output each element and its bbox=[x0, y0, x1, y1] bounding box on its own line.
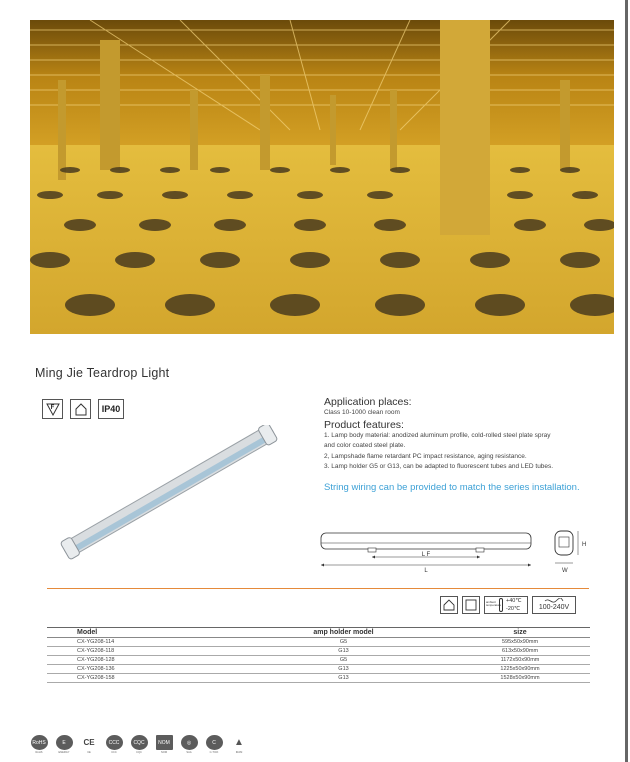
cell-holder: G13 bbox=[237, 647, 450, 656]
class-ii-icon bbox=[462, 596, 480, 614]
cell-size: 1225x50x90mm bbox=[450, 665, 590, 674]
lamp-product-image bbox=[55, 425, 285, 565]
energy-icon bbox=[53, 735, 75, 754]
globe-icon bbox=[178, 735, 200, 754]
cell-model: CX-YG208-128 bbox=[47, 656, 237, 665]
cell-size: 595x50x90mm bbox=[450, 638, 590, 647]
cert-mark: RoHS bbox=[31, 735, 48, 750]
cert-caption: ENERGY bbox=[58, 751, 70, 754]
temp-max: +40℃ bbox=[506, 598, 522, 604]
cert-mark: NOM bbox=[156, 735, 173, 750]
certification-marks bbox=[28, 735, 250, 754]
thermometer-icon bbox=[499, 598, 503, 612]
table-row bbox=[47, 638, 590, 647]
cqc-icon bbox=[128, 735, 150, 754]
flame-f-icon bbox=[42, 399, 63, 419]
cert-caption: CCC bbox=[111, 751, 117, 754]
table-header-row bbox=[47, 628, 590, 638]
cell-model: CX-YG208-158 bbox=[47, 674, 237, 683]
cert-caption: C-TICK bbox=[209, 751, 219, 754]
page-edge-rule bbox=[625, 0, 628, 762]
voltage-label: 100-240V bbox=[538, 604, 570, 611]
cell-size: 1172x50x90mm bbox=[450, 656, 590, 665]
product-title: Ming Jie Teardrop Light bbox=[35, 366, 170, 380]
feature-line: 1. Lamp body material: anodized aluminum profile, cold-rolled steel plate spray bbox=[324, 431, 551, 439]
table-row bbox=[47, 647, 590, 656]
wiring-note: String wiring can be provided to match the series installation. bbox=[324, 481, 580, 493]
cleanroom-illustration bbox=[30, 20, 614, 334]
cell-holder: G5 bbox=[237, 656, 450, 665]
temp-label: ambient temperature bbox=[486, 600, 502, 607]
col-holder: amp holder model bbox=[237, 628, 450, 638]
application-text: Class 10-1000 clean room bbox=[324, 409, 400, 416]
cell-holder: G13 bbox=[237, 665, 450, 674]
house-icon bbox=[440, 596, 458, 614]
cert-caption: NOM bbox=[160, 751, 168, 754]
temp-min: -20℃ bbox=[506, 606, 521, 612]
cell-size: 613x50x90mm bbox=[450, 647, 590, 656]
section-divider bbox=[47, 588, 589, 589]
cert-mark: CCC bbox=[106, 735, 123, 750]
cert-mark: ▲ bbox=[234, 737, 244, 748]
cert-caption: SAA bbox=[186, 751, 192, 754]
cert-caption: CQC bbox=[136, 751, 142, 754]
cleanroom-photo bbox=[30, 20, 614, 334]
spec-icons bbox=[440, 596, 576, 614]
spec-table bbox=[47, 627, 590, 683]
feature-line: and color coated steel plate. bbox=[324, 442, 406, 449]
lf-label: L F bbox=[421, 552, 431, 558]
voltage-icon bbox=[532, 596, 576, 614]
cert-mark: C bbox=[206, 735, 223, 750]
cert-caption: RoHS bbox=[35, 751, 43, 754]
product-info bbox=[324, 396, 604, 494]
nom-icon bbox=[153, 735, 175, 754]
cert-mark: CE bbox=[83, 738, 95, 747]
flame-f-label: F bbox=[50, 404, 55, 411]
table-row bbox=[47, 656, 590, 665]
triangle-icon bbox=[228, 735, 250, 754]
features-heading: Product features: bbox=[324, 418, 404, 431]
c-tick-icon bbox=[203, 735, 225, 754]
w-label: W bbox=[562, 568, 568, 574]
col-model: Model bbox=[47, 628, 237, 638]
cell-holder: G13 bbox=[237, 674, 450, 683]
col-size: size bbox=[450, 628, 590, 638]
feature-line: 2, Lampshade flame retardant PC impact resistance, aging resistance. bbox=[324, 452, 527, 460]
ccc-icon bbox=[103, 735, 125, 754]
h-label: H bbox=[582, 542, 587, 548]
application-heading: Application places: bbox=[324, 396, 412, 408]
ip-rating-icon: IP40 bbox=[98, 399, 124, 419]
cell-size: 1528x50x90mm bbox=[450, 674, 590, 683]
table-row bbox=[47, 674, 590, 683]
cell-model: CX-YG208-118 bbox=[47, 647, 237, 656]
temperature-icon bbox=[484, 596, 528, 614]
cert-mark: E bbox=[56, 735, 73, 750]
feature-line: 3. Lamp holder G5 or G13, can be adapted to fluorescent tubes and LED tubes. bbox=[324, 463, 554, 470]
cert-mark: CQC bbox=[131, 735, 148, 750]
ce-icon bbox=[78, 735, 100, 754]
cell-model: CX-YG208-114 bbox=[47, 638, 237, 647]
cert-mark: ◎ bbox=[181, 735, 198, 750]
house-icon bbox=[70, 399, 91, 419]
cert-caption: CE bbox=[87, 751, 91, 754]
cert-caption: IRAM bbox=[235, 751, 243, 754]
cell-holder: G5 bbox=[237, 638, 450, 647]
rohs-icon bbox=[28, 735, 50, 754]
l-label: L bbox=[424, 568, 428, 574]
table-row bbox=[47, 665, 590, 674]
cell-model: CX-YG208-136 bbox=[47, 665, 237, 674]
feature-badges bbox=[42, 399, 124, 419]
dimension-drawing bbox=[316, 525, 591, 580]
